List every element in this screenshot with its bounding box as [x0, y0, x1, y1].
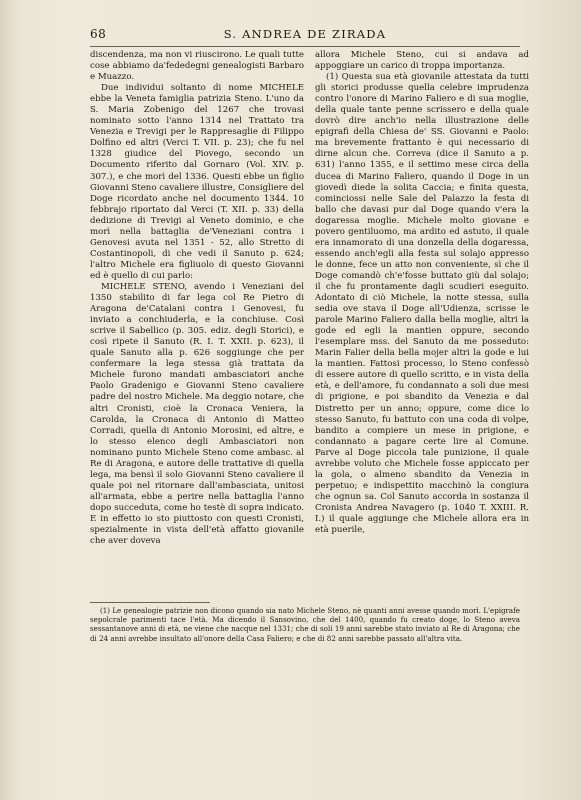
page-number: 68: [90, 27, 107, 41]
running-head: [90, 27, 520, 43]
paragraph: discendenza, ma non vi riuscirono. Le quali tutte cose abbiamo da'fededegni genealogisti Barbaro e Muazzo.: [90, 50, 304, 83]
paragraph: Due individui soltanto di nome MICHELE ebbe la Veneta famiglia patrizia Steno. L'uno da S. Maria Zobenigo del 1267 che trovasi nominato sotto l'anno 1314 nel Trattato tra Venezia e Trevigi per le Rappresaglie di Filippo Dolfino ed altri (Verci T. VII. p. 23); che fu nel 1328 giudice del Piovego, secondo un Documento riferito dal Gornaro (Vol. XIV. p. 307.), e che morì del 1336. Questi ebbe un figlio Giovanni Steno cavaliere illustre, Consigliere del Doge ricordato anche nel documento 1344. 10 febbrajo riportato dal Verci (T. XII. p. 33) della dedizione di Trevigi al Veneto dominio, e che morì nella battaglia de'Veneziani contra i Genovesi avuta nel 1351 - 52, allo Stretto di Costantinopoli, di che vedi il Sanuto p. 624; l'altro Michele era figliuolo di questo Giovanni ed è quello di cui parlo:: [90, 83, 304, 281]
left-column: [90, 50, 304, 547]
paragraph: (1) Questa sua età giovanile attestata da tutti gli storici produsse quella celebre imprudenza contro l'onore di Marino Faliero e di sua moglie, della quale tante penne scrissero e della quale dovrò dire anch'io nella illustrazione delle epigrafi della Chiesa de' SS. Giovanni e Paolo: ma brevemente frattanto è qui necessario di dirne alcun che. Correva (dice il Sanuto a p. 631) l'anno 1355, e il settimo mese circa della ducea di Marino Faliero, quando il Doge in un giovedì diede la solita Caccia; e finita questa, cominciossi nelle Sale del Palazzo la festa di ballo che davasi pur dal Doge quando v'era la dogaressa moglie. Michele molto giovane e povero gentiluomo, ma ardito ed astuto, il quale era innamorato di una donzella della dogaressa, essendo anch'egli alla festa sul solajo appresso le donne, fece un atto non conveniente, sì che il Doge comandò ch'e'fosse buttato giù dal solajo; il che fu prontamente dagli scudieri eseguito. Adontato di ciò Michele, la notte stessa, sulla sedia ove stava il Doge all'Udienza, scrisse le parole Marino Faliero dalla bella moglie, altri la gode ed egli la mantien oppure, secondo l'esemplare mss. del Sanuto da me posseduto: Marin Falier della bella mojer altri la gode e lui la mantien. Fattosi processo, lo Steno confessò di essere autore di quello scritto, e in vista della età, e dell'amore, fu condannato a soli due mesi di prigione, e poi sbandito da Venezia e dal Distretto per un anno; oppure, come dice lo stesso Sanuto, fu battuto con una coda di volpe, bandito a compiere un mese in prigione, e condannato a pagare certe lire al Comune. Parve al Doge piccola tale punizione, il quale avrebbe voluto che Michele fosse appiccato per la gola, o almeno sbandito da Venezia in perpetuo; e indispettito macchinò la congiura che ognun sa. Col Sanuto accorda in sostanza il Cronista Andrea Navagero (p. 1040 T. XXIII. R. I.) il quale aggiunge che Michele allora era in età puerile,: [315, 72, 529, 536]
paragraph: MICHELE STENO, avendo i Veneziani del 1350 stabilito di far lega col Re Pietro di Aragona de'Catalani contra i Genovesi, fu inviato a conchiuderla, e la conchiuse. Così scrive il Sabellico (p. 305. ediz. degli Storici), e così ripete il Sanuto (R. I. T. XXII. p. 623), il quale Sanuto alla p. 626 soggiunge che per confermare la lega stessa già trattata da Michele furono mandati ambasciatori anche Paolo Gradenigo e Giovanni Steno cavaliere padre del nostro Michele. Ma deggio notare, che altri Cronisti, cioè la Cronaca Veniera, la Carolda, la Cronaca di Antonio di Matteo Corradi, quella di Antonio Morosini, ed altre, e lo stesso elenco degli Ambasciatori non nominano punto Michele Steno come ambasc. al Re di Aragona, e autore delle trattative di quella lega, ma bensì il solo Giovanni Steno cavaliere il quale poi nel ritornare dall'ambasciata, unitosi all'armata, ebbe a perire nella battaglia l'anno dopo succeduta, come ho testè di sopra indicato. E in effetto io sto piuttosto con questi Cronisti, spezialmente in vista dell'età affatto giovanile che aver doveva: [90, 281, 304, 547]
footnote-rule: [90, 602, 210, 603]
paragraph: allora Michele Steno, cui si andava ad appoggiare un carico di troppa importanza.: [315, 50, 529, 72]
footnote: (1) Le genealogie patrizie non dicono quando sia nato Michele Steno, nè quanti anni avesse quando morì. L'epigrafe sepolcrale parimenti tace l'età. Ma dicendo il Sansovino, che del 1400, quando fu creato doge, lo Steno aveva sessantanove anni di età, ne viene che nacque nel 1331; che di soli 19 anni sarebbe stato inviato al Re di Aragona; che di 24 anni avrebbe insultato all'onore della Casa Faliero; e che di 82 anni sarebbe passato all'altra vita.: [90, 606, 520, 643]
page-title: S. ANDREA DE ZIRADA: [223, 27, 387, 41]
header-rule: [90, 46, 520, 47]
right-column: [315, 50, 529, 536]
footnotes: [90, 606, 520, 643]
